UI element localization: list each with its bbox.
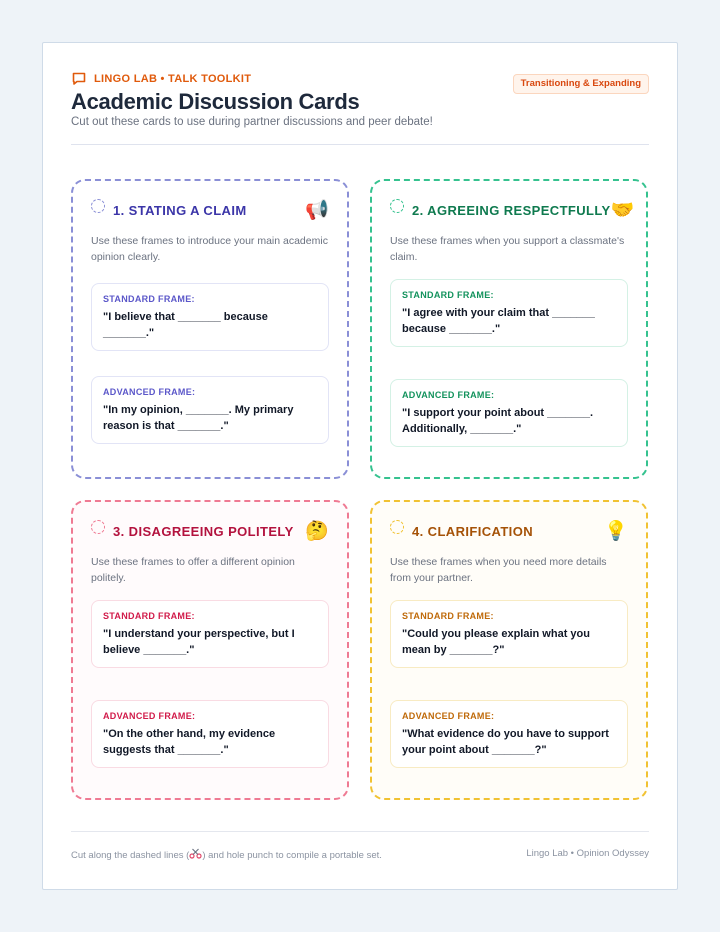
advanced-frame [390,379,628,447]
card-header [91,199,329,221]
footer-text-start: Cut along the dashed lines [71,850,184,861]
frame-text: "In my opinion, _______. My primary reason is that _______." [103,404,294,432]
advanced-frame [91,376,329,444]
advanced-frame [390,700,628,768]
scissors-icon [189,848,202,859]
card-title: 1. STATING A CLAIM [113,202,247,218]
standard-frame [91,600,329,668]
card-description: Use these frames to offer a different opinion politely. [91,556,295,584]
frame-label: ADVANCED FRAME: [402,390,495,400]
topic-tag: Transitioning & Expanding [513,74,649,94]
header-divider [71,144,649,145]
card-title: 3. DISAGREEING POLITELY [113,523,294,539]
frame-label: ADVANCED FRAME: [402,711,495,721]
card-header [390,520,628,542]
frame-label: STANDARD FRAME: [402,290,494,300]
hole-punch-icon [91,520,105,534]
footer-text-end: and hole punch to compile a portable set. [208,850,382,861]
card-title: 2. AGREEING RESPECTFULLY [412,202,611,218]
card-description: Use these frames when you support a classmate's claim. [390,235,625,263]
footer-credit: Lingo Lab • Opinion Odyssey [526,848,649,859]
footer-instructions: Cut along the dashed lines ( ) and hole punch to compile a portable set. [71,850,382,861]
chat-bubble-icon [71,71,87,87]
brand-row [71,71,251,87]
thinking-face-icon: 🤔 [305,519,329,542]
hole-punch-icon [390,199,404,213]
card-disagreeing-politely [71,500,349,800]
hole-punch-icon [91,199,105,213]
frame-text: "I support your point about _______. Additionally, _______." [402,407,594,435]
brand-label: LINGO LAB • TALK TOOLKIT [94,73,252,85]
hole-punch-icon [390,520,404,534]
frame-text: "I agree with your claim that _______ because _______." [402,307,595,335]
card-description: Use these frames to introduce your main academic opinion clearly. [91,235,328,263]
frame-text: "What evidence do you have to support your point about _______?" [402,728,609,756]
frame-label: STANDARD FRAME: [103,294,195,304]
footer-divider [71,831,649,832]
megaphone-icon: 📢 [305,198,329,221]
frame-label: STANDARD FRAME: [402,611,494,621]
frame-label: ADVANCED FRAME: [103,387,196,397]
card-header [91,520,329,542]
card-clarification [370,500,648,800]
card-header [390,198,635,221]
lightbulb-icon: 💡 [604,519,628,542]
page-subtitle: Cut out these cards to use during partner discussions and peer debate! [71,116,433,128]
frame-label: STANDARD FRAME: [103,611,195,621]
frame-text: "Could you please explain what you mean by _______?" [402,628,590,656]
card-description: Use these frames when you need more details from your partner. [390,556,607,584]
frame-text: "On the other hand, my evidence suggests that _______." [103,728,276,756]
standard-frame [390,600,628,668]
card-agreeing-respectfully [370,179,648,479]
worksheet-page [42,42,678,890]
frame-text: "I understand your perspective, but I believe _______." [103,628,295,656]
standard-frame [390,279,628,347]
advanced-frame [91,700,329,768]
handshake-icon: 🤝 [610,198,635,221]
card-stating-a-claim [71,179,349,479]
page-title: Academic Discussion Cards [71,89,360,114]
card-title: 4. CLARIFICATION [412,523,533,539]
standard-frame [91,283,329,351]
frame-label: ADVANCED FRAME: [103,711,196,721]
frame-text: "I believe that _______ because _______." [103,311,268,339]
